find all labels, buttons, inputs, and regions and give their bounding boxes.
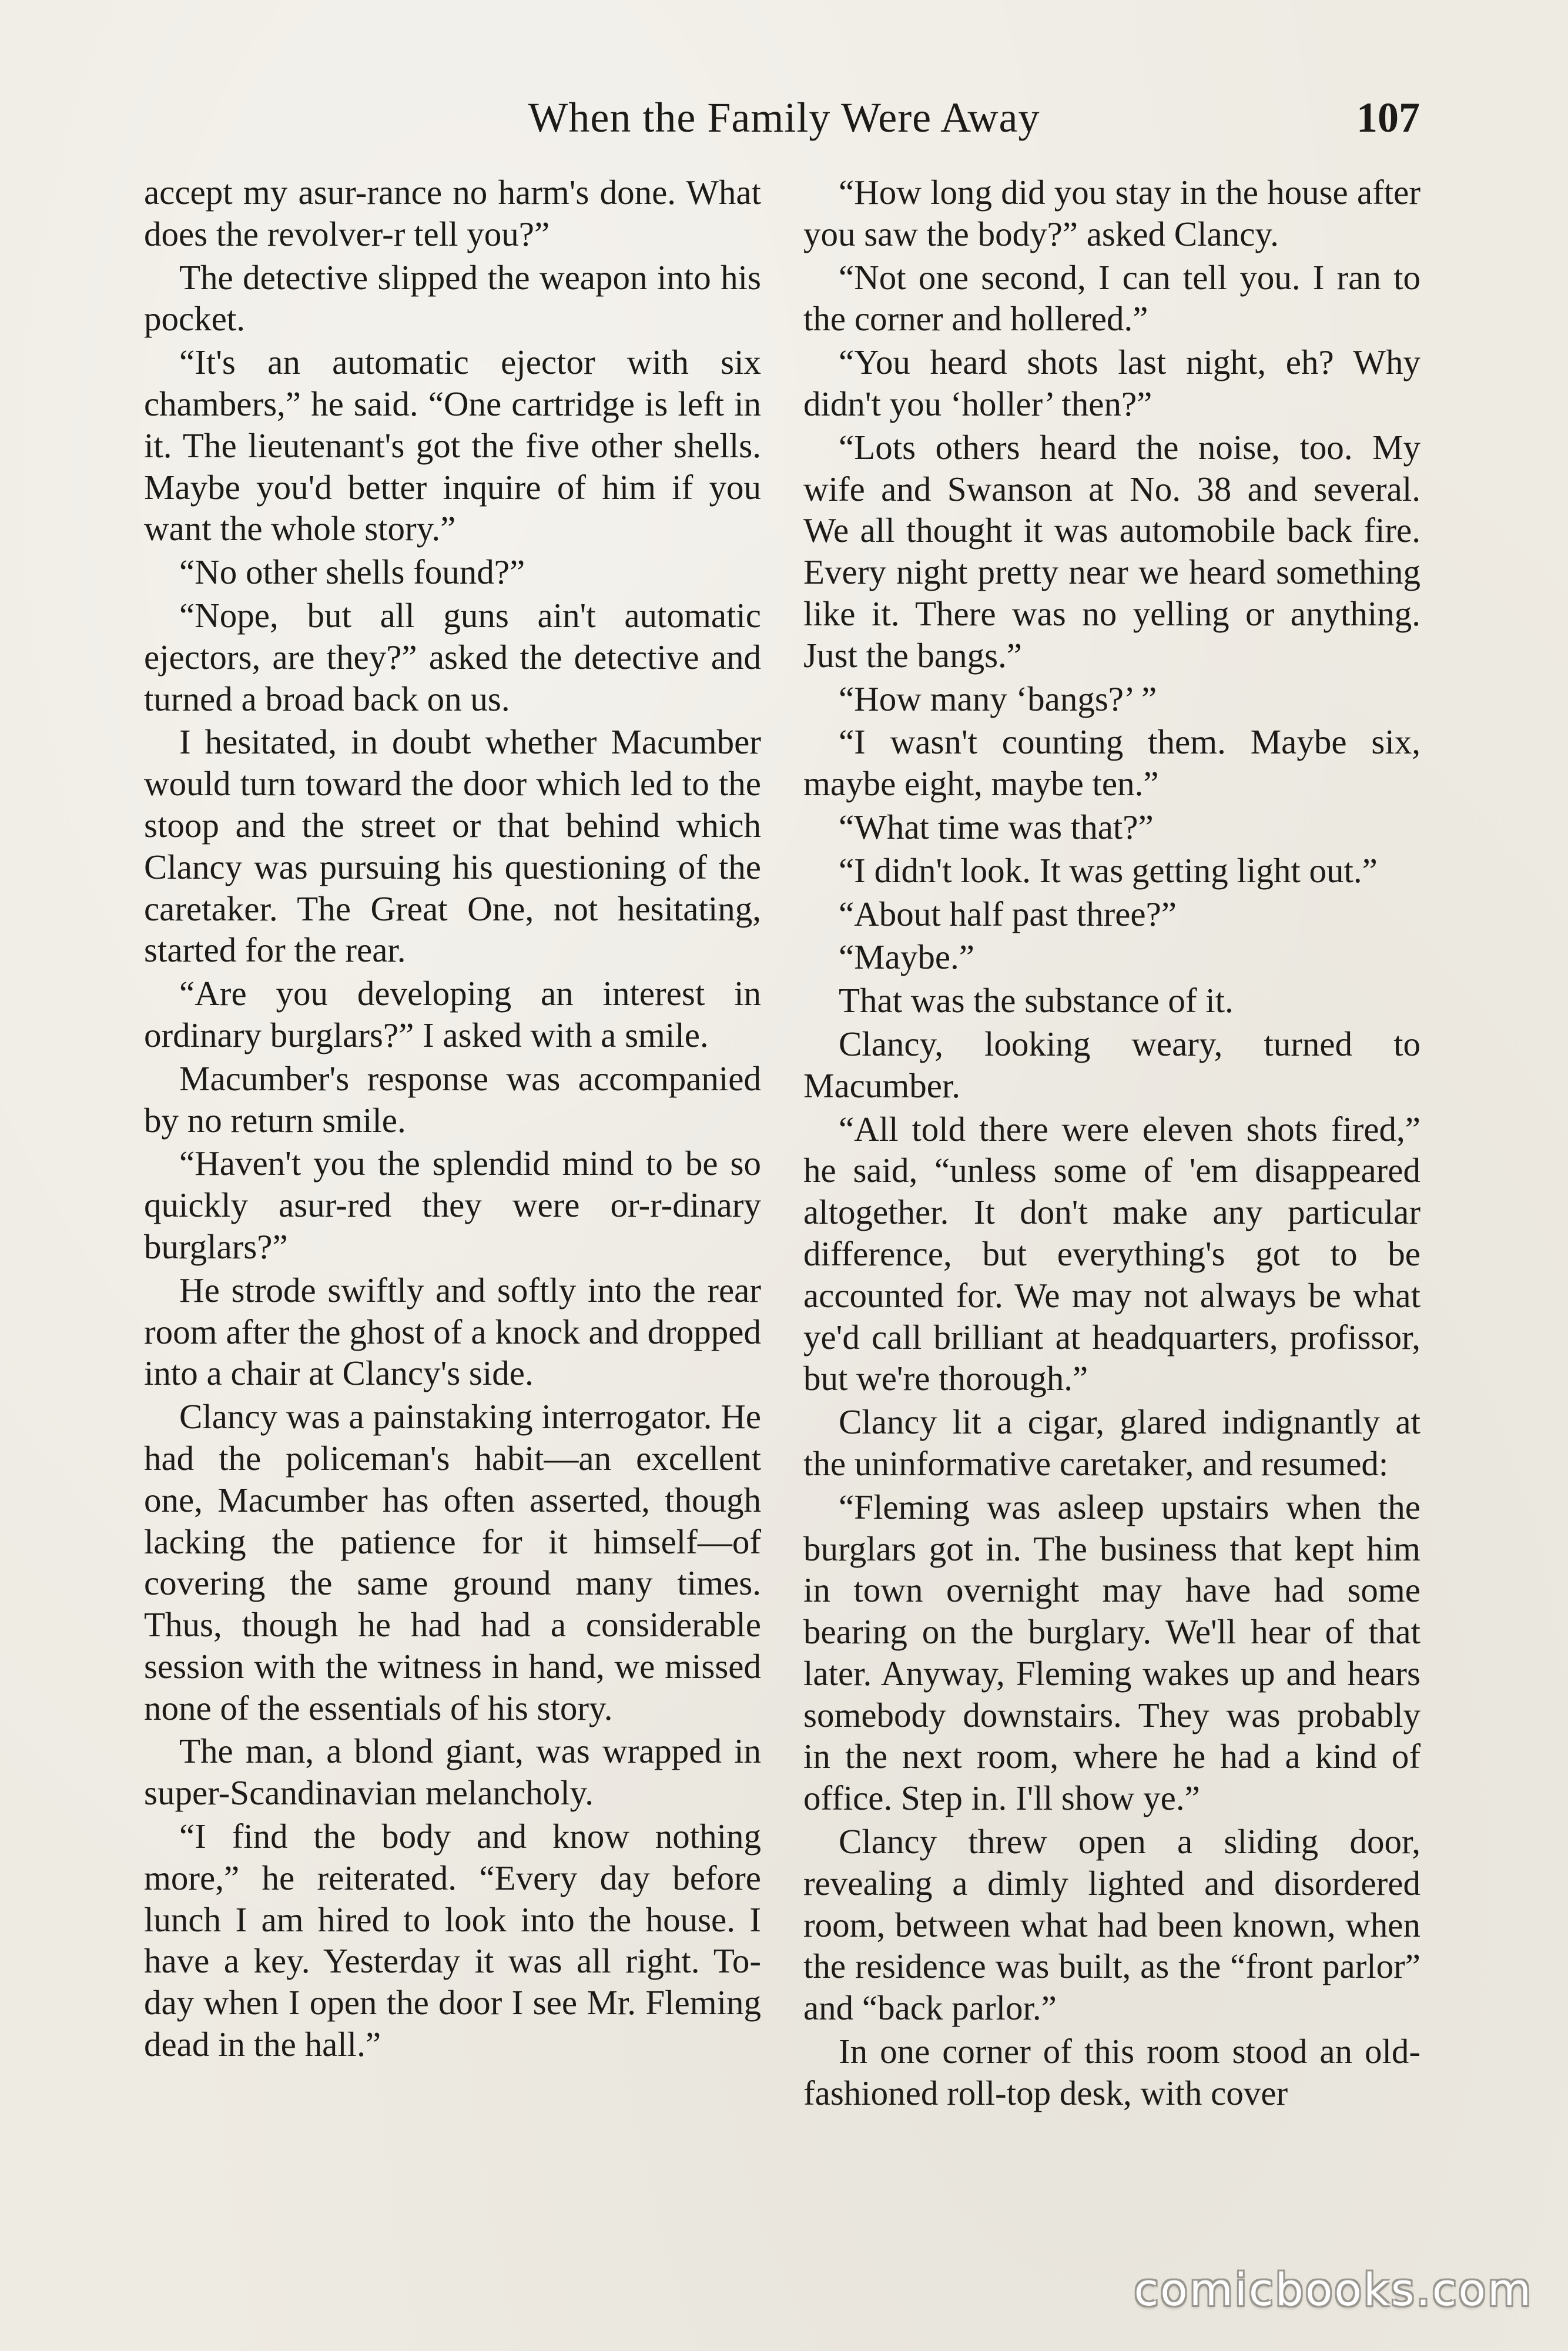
paragraph: The detective slipped the weapon into his pocket. [144, 257, 761, 339]
page-number: 107 [1356, 94, 1420, 141]
source-watermark: comicbooks.com [1134, 2263, 1533, 2316]
paragraph: accept my asur-rance no harm's done. What does the revolver-r tell you?” [144, 173, 761, 253]
paragraph: “I wasn't counting them. Maybe six, maybe eight, maybe ten.” [803, 722, 1420, 803]
paragraph: “How many ‘bangs?’ ” [839, 679, 1157, 718]
paragraph: Clancy threw open a sliding door, revealing a dimly lighted and disordered room, between what had been known, when the residence was built, as the “front parlor” and “back parlor.” [803, 1822, 1420, 2028]
paragraph: The man, a blond giant, was wrapped in super-Scandinavian melancholy. [144, 1732, 761, 1813]
paragraph: “Lots others heard the noise, too. My wife and Swanson at No. 38 and several. We all thought it was automobile back fire. Every night pretty near we heard something like it. There was no yelling or anything. Just the bangs.” [803, 427, 1420, 675]
paragraph: Clancy, looking weary, turned to Macumber. [803, 1024, 1420, 1105]
paragraph: “I didn't look. It was getting light out.” [839, 850, 1378, 890]
paragraph: That was the substance of it. [839, 981, 1234, 1020]
running-title: When the Family Were Away [528, 94, 1040, 141]
left-column [144, 172, 761, 2067]
paragraph: “Nope, but all guns ain't automatic ejectors, are they?” asked the detective and turned a broad back on us. [144, 595, 761, 718]
paragraph: Clancy was a painstaking interrogator. He had the policeman's habit—an excellent one, Macumber has often asserted, though lacking the patience for it himself—of covering the same ground many times. Thus, though he had had a considerable session with the witness in hand, we missed none of the essentials of his story. [144, 1397, 761, 1727]
paragraph: In one corner of this room stood an old-fashioned roll-top desk, with cover [803, 2032, 1420, 2112]
paragraph: I hesitated, in doubt whether Macumber would turn toward the door which led to the stoop and the street or that behind which Clancy was pursuing his questioning of the caretaker. The Great One, not hesitating, started for the rear. [144, 722, 761, 970]
running-header [0, 88, 1568, 147]
right-column [803, 172, 1420, 2116]
paragraph: “All told there were eleven shots fired,” he said, “unless some of 'em disappeared altogether. It don't make any particular difference, but everything's got to be accounted for. We may not always be what ye'd call brilliant at headquarters, profissor, but we're thorough.” [803, 1109, 1420, 1398]
paragraph: “Maybe.” [839, 937, 974, 977]
paragraph: “Fleming was asleep upstairs when the burglars got in. The business that kept him in town overnight may have had some bearing on the burglary. We'll hear of that later. Anyway, Fleming wakes up and hears somebody downstairs. They was probably in the next room, where he had a kind of office. Step in. I'll show ye.” [803, 1487, 1420, 1818]
paragraph: “I find the body and know nothing more,” he reiterated. “Every day before lunch I am hired to look into the house. I have a key. Yesterday it was all right. To-day when I open the door I see Mr. Fleming dead in the hall.” [144, 1817, 761, 2064]
paragraph: “What time was that?” [839, 807, 1154, 846]
paragraph: “Are you developing an interest in ordinary burglars?” I asked with a smile. [144, 974, 761, 1054]
paragraph: “No other shells found?” [179, 552, 525, 592]
paragraph: Macumber's response was accompanied by no return smile. [144, 1059, 761, 1140]
paragraph: “You heard shots last night, eh? Why didn't you ‘holler’ then?” [803, 343, 1420, 423]
paragraph: He strode swiftly and softly into the rear room after the ghost of a knock and dropped into a chair at Clancy's side. [144, 1270, 761, 1393]
paragraph: “About half past three?” [839, 894, 1177, 933]
paragraph: “Haven't you the splendid mind to be so quickly asur-red they were or-r-dinary burglars?” [144, 1144, 761, 1266]
paragraph: Clancy lit a cigar, glared indignantly at the uninformative caretaker, and resumed: [803, 1402, 1420, 1483]
paragraph: “It's an automatic ejector with six chambers,” he said. “One cartridge is left in it. The lieutenant's got the five other shells. Maybe you'd better inquire of him if you want the whole story.” [144, 343, 761, 548]
paragraph: “Not one second, I can tell you. I ran to the corner and hollered.” [803, 257, 1420, 339]
paragraph: “How long did you stay in the house after you saw the body?” asked Clancy. [803, 173, 1420, 253]
